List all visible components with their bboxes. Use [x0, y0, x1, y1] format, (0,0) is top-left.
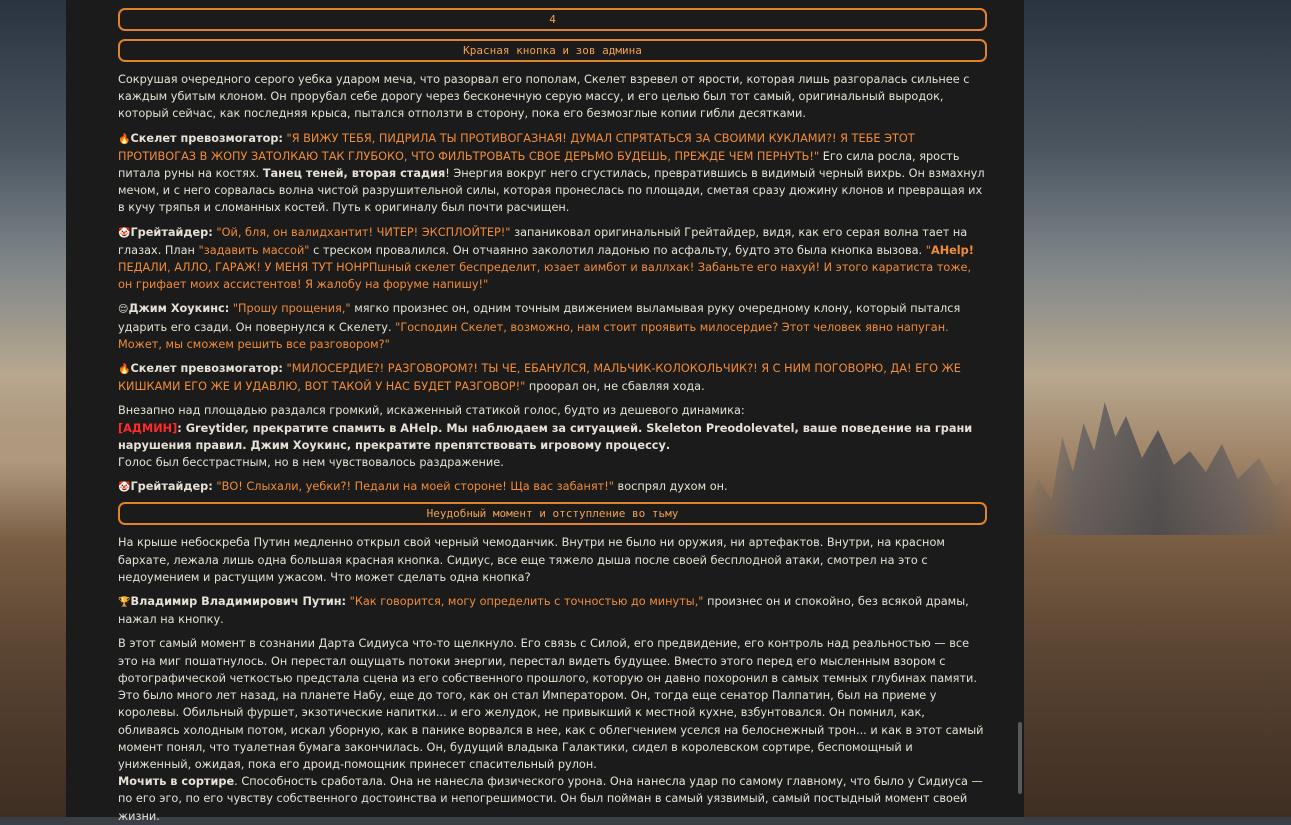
speaker-name: Скелет превозмогатор:	[130, 131, 283, 145]
speech-quote: "Ой, бля, он валидхантит! ЧИТЕР! ЭКСПЛОЙТЕР!"	[216, 225, 511, 239]
scrollbar-thumb[interactable]	[1018, 722, 1022, 794]
chapter-number: 4	[118, 8, 987, 31]
calm-face-icon: 😌	[118, 304, 129, 316]
ability-name: Мочить в сортире	[118, 775, 235, 789]
clown-icon: 🤡	[118, 482, 131, 494]
dialogue-skeleton-2	[118, 360, 987, 395]
narration: В этот самый момент в сознании Дарта Сидиуса что-то щелкнуло. Его связь с Силой, его предвидение, его контроль над реальностью — все это на миг пошатнулось. Он перестал ощущать потоки энергии, перестал видеть будущее. Вместо этого перед его мысленным взором с фотографической четкостью предстала сцена из его собственного прошлого, которую он давно похоронил в самых темных глубинах памяти.	[118, 637, 977, 685]
paragraph: Сокрушая очередного серого уебка ударом меча, что разорвал его пополам, Скелет взревел от ярости, которая лишь разгоралась сильнее с каждым убитым клоном. Он прорубал себе дорогу через бесконечную серую массу, и его целью был тот самый, оригинальный выродок, который сейчас, как последняя крыса, пытался отползти в сторону, пока его безмозглые копии гибли десятками.	[118, 73, 970, 121]
story-content	[118, 8, 987, 825]
speech-quote: "Господин Скелет, возможно, нам стоит проявить милосердие? Этот человек явно напуган. Может, мы сможем решить все разговором?"	[118, 320, 949, 351]
narration: . Способность сработала. Она не нанесла физического урона. Она нанесла удар по самому главному, что было у Сидиуса — по его эго, по его чувству собственного достоинства и непогрешимости. Он был пойман в самый уязвимый, самый постыдный момент своей жизни.	[118, 775, 983, 823]
admin-announcement	[118, 402, 987, 471]
speech-quote: "МИЛОСЕРДИЕ?! РАЗГОВОРОМ?! ТЫ ЧЕ, ЕБАНУЛСЯ, МАЛЬЧИК-КОЛОКОЛЬЧИК?! Я С НИМ ПОГОВОРЮ, ДА! ЕГО ЖЕ КИШКАМИ ЕГО ЖЕ И УДАВЛЮ, ВОТ ТАКОЙ У НАС БУДЕТ РАЗГОВОР!"	[118, 362, 961, 394]
dialogue-jim-hawkins	[118, 300, 987, 353]
speaker-name: Владимир Владимирович Путин:	[130, 595, 347, 609]
fire-icon: 🔥	[118, 133, 131, 145]
narration: мягко произнес он, одним точным движением выламывая руку очередному клону, который пытался ударить его сзади. Он повернулся к Скелету.	[118, 302, 961, 334]
speech-quote: "Я ВИЖУ ТЕБЯ, ПИДРИЛА ТЫ ПРОТИВОГАЗНАЯ! ДУМАЛ СПРЯТАТЬСЯ ЗА СВОИМИ КУКЛАМИ?! Я ТЕБЕ ЭТОТ ПРОТИВОГАЗ В ЖОПУ ЗАТОЛКАЮ ТАК ГЛУБОКО, ЧТО ФИЛЬТРОВАТЬ СВОЕ ДЕРЬМО БУДЕШЬ, ПРЕЖДЕ ЧЕМ ПЕРНУТЬ!"	[118, 131, 915, 163]
background-fog	[0, 380, 66, 540]
dialogue-skeleton-1	[118, 130, 987, 217]
narration: воспрял духом он.	[613, 480, 728, 494]
admin-tag: [АДМИН]	[118, 421, 178, 435]
paragraph: На крыше небоскреба Путин медленно открыл свой черный чемоданчик. Внутри не было ни оружия, ни артефактов. Внутри, на красном бархате, лежала лишь одна большая красная кнопка. Сидиус, все еще тяжело дыша после своей бесплодной атаки, смотрел на это с недоумением и растущим ужасом. Что может сделать одна кнопка?	[118, 536, 945, 584]
speaker-name: Грейтайдер:	[130, 480, 213, 494]
narration: произнес он и спокойно, без всякой драмы, нажал на кнопку.	[118, 595, 969, 627]
speaker-name: Джим Хоукинс:	[128, 302, 230, 316]
speech-quote: "ВО! Слыхали, уебки?! Педали на моей стороне! Ща вас забанят!"	[216, 480, 614, 494]
fire-icon: 🔥	[118, 364, 131, 376]
narration: Голос был бесстрастным, но в нем чувствовалось раздражение.	[118, 456, 504, 470]
narration: запаниковал оригинальный Грейтайдер, видя, как его серая волна тает на глазах. План	[118, 225, 968, 257]
admin-message: : Greytider, прекратите спамить в AHelp. Мы наблюдаем за ситуацией. Skeleton Preodolevatel, ваше поведение на грани нарушения правил. Джим Хоукинс, прекратите препятствовать игровому процессу.	[118, 421, 973, 452]
paragraph-flashback	[118, 635, 987, 824]
scrollbar[interactable]	[1016, 0, 1024, 817]
narration: Его сила росла, ярость питала руны на костях.	[118, 149, 960, 181]
section-title: Красная кнопка и зов админа	[118, 39, 987, 62]
dialogue-greytider-2	[118, 478, 987, 496]
narration: проорал он, не сбавляя хода.	[525, 380, 705, 394]
speaker-name: Скелет превозмогатор:	[130, 362, 283, 376]
narration: ! Энергия вокруг него сгустилась, превратившись в видимый черный вихрь. Он взмахнул мечом, и с него сорвалась волна чистой разрушительной силы, которая пронеслась по площади, сметая сразу дюжину клонов и превращая их в кучу тряпья и сломанных костей. Путь к оригиналу был почти расчищен.	[118, 167, 985, 215]
speech-quote: "Прошу прощения,"	[232, 302, 351, 316]
dialogue-putin	[118, 593, 987, 628]
ability-name: Танец теней, вторая стадия	[262, 167, 446, 181]
trophy-icon: 🏆	[118, 597, 131, 609]
clown-icon: 🤡	[118, 227, 131, 239]
speech-quote: "задавить массой"	[198, 243, 310, 257]
ahelp-mention: AHelp!	[930, 243, 974, 257]
speech-quote: ПЕДАЛИ, АЛЛО, ГАРАЖ! У МЕНЯ ТУТ НОНРПшный скелет беспределит, юзает аимбот и валлхак! Забаньте его нахуй! И этого каратиста тоже, он грифает моих ассистентов! Я жалобу на форуме напишу!"	[118, 261, 972, 292]
dialogue-greytider-1	[118, 224, 987, 294]
narration: Внезапно над площадью раздался громкий, искаженный статикой голос, будто из дешевого динамика:	[118, 404, 745, 418]
speaker-name: Грейтайдер:	[130, 225, 213, 239]
section-title: Неудобный момент и отступление во тьму	[118, 502, 987, 525]
speech-quote: "	[925, 243, 931, 257]
narration: Это было много лет назад, на планете Набу, еще до того, как он стал Императором. Он, тогда еще сенатор Палпатин, был на приеме у королевы. Обильный фуршет, экзотические напитки... и его желудок, не привыкший к местной кухне, взбунтовался. Он помнил, как, обливаясь холодным потом, искал уборную, как в панике ворвался в нее, как с облегчением уселся на белоснежный трон... и как в этот самый момент понял, что туалетная бумага закончилась. Он, будущий владыка Галактики, сидел в королевском сортире, беспомощный и униженный, ожидая, пока его дроид-помощник принесет спасительный рулон.	[118, 689, 984, 771]
narration: с треском провалился. Он отчаянно заколотил ладонью по асфальту, будто это была кнопка вызова.	[309, 243, 926, 257]
speech-quote: "Как говорится, могу определить с точностью до минуты,"	[349, 595, 704, 609]
